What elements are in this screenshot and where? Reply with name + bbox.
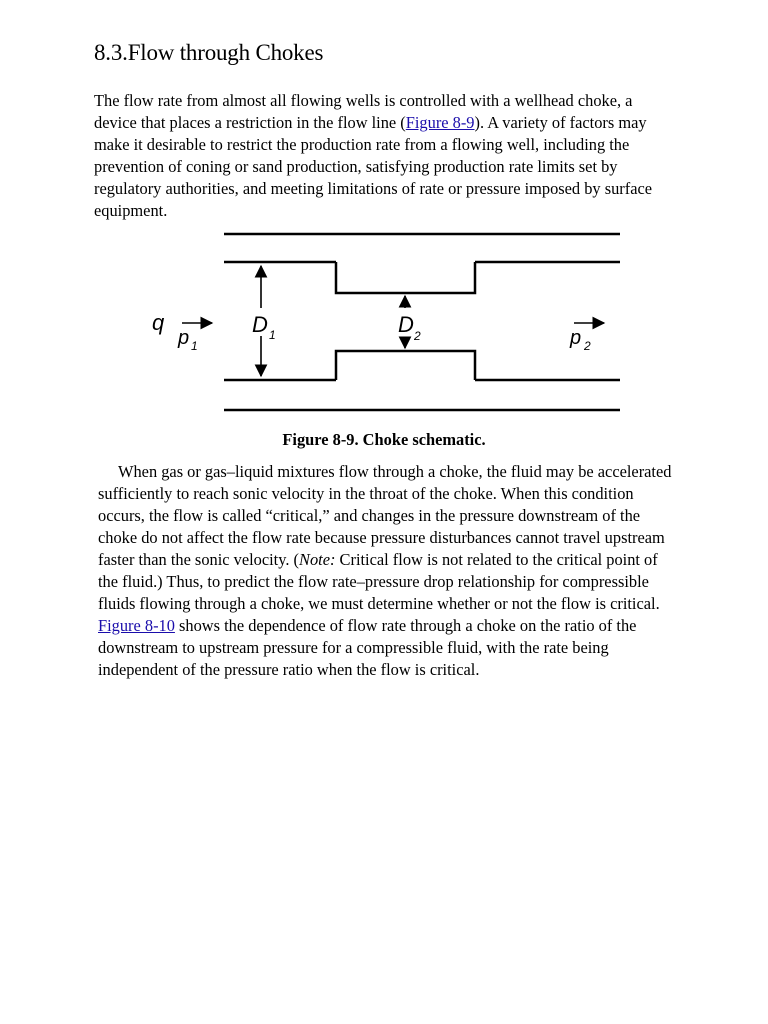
section-heading: 8.3.Flow through Chokes: [94, 40, 324, 65]
choke-restriction-top: [336, 262, 475, 293]
label-d2: D: [398, 312, 414, 337]
para2-text-1: When gas or gas–liquid mixtures flow through a choke, the fluid may be accelerated sufficiently to reach sonic velocity in the throat of the choke. When this condition occurs, the flow is called “critical,” and changes in the pressure downstream of the choke do not affect the flow rate because pressure disturbances cannot travel upstream faster than the sonic velocity. (: [98, 462, 672, 569]
para2-text-2: Critical flow is not related to the critical point of the fluid.) Thus, to predict the flow rate–pressure drop relationship for compressible fluids flowing through a choke, we must determine whether or not the flow is critical.: [98, 550, 660, 613]
note-label: Note:: [299, 550, 336, 569]
label-d1: D: [252, 312, 268, 337]
para1-text-after: ). A variety of factors may make it desirable to restrict the production rate from a flowing well, including the prevention of coning or sand production, satisfying production rate limits set by regulatory authorities, and meeting limitations of rate or pressure imposed by surface equipment.: [94, 113, 653, 220]
figure-8-10-link[interactable]: Figure 8-10: [98, 616, 175, 635]
para2-text-3: shows the dependence of flow rate through a choke on the ratio of the downstream to upstream pressure for a compressible fluid, with the rate being independent of the pressure ratio when the flow is critical.: [98, 616, 637, 679]
label-d2-sub: 2: [414, 329, 421, 343]
label-p1: p: [178, 327, 190, 349]
figure-8-9-link[interactable]: Figure 8-9: [405, 113, 475, 132]
choke-restriction-bottom: [336, 351, 475, 380]
label-p2: p: [570, 327, 582, 349]
para1-text-before: The flow rate from almost all flowing wells is controlled with a wellhead choke, a device that places a restriction in the flow line (: [94, 91, 633, 132]
body-paragraph: [98, 461, 678, 681]
label-p2-sub: 2: [584, 339, 591, 353]
label-q: q: [152, 310, 165, 335]
figure-caption: Figure 8-9. Choke schematic.: [282, 430, 486, 449]
choke-schematic-diagram: [140, 222, 622, 418]
label-p1-sub: 1: [191, 339, 198, 353]
intro-paragraph: [94, 90, 664, 222]
label-d1-sub: 1: [269, 328, 276, 342]
